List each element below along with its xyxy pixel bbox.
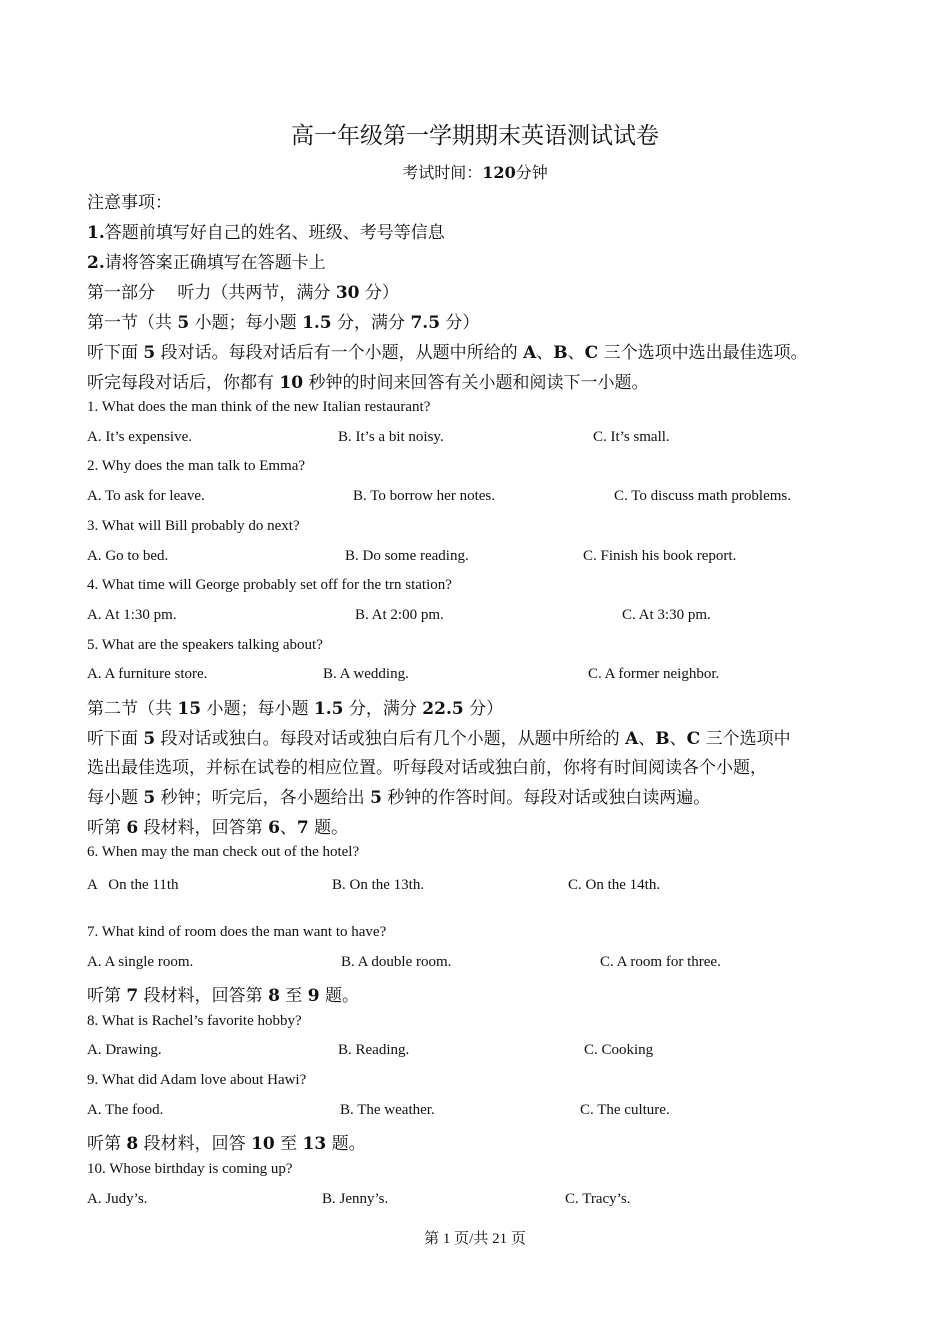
notice-item-2: 2.请将答案正确填写在答题卡上: [87, 253, 326, 273]
question-10: 10. Whose birthday is coming up?: [87, 1161, 293, 1177]
question-9: 9. What did Adam love about Hawi?: [87, 1072, 307, 1088]
section-1-instruction-2: 听完每段对话后，你都有 10 秒钟的时间来回答有关小题和阅读下一小题。: [87, 373, 649, 393]
option-3a: A. Go to bed.: [87, 548, 169, 564]
option-9b: B. The weather.: [340, 1102, 435, 1118]
option-2a: A. To ask for leave.: [87, 488, 205, 504]
question-6: 6. When may the man check out of the hotel?: [87, 844, 360, 860]
material-7-heading: 听第 7 段材料，回答第 8 至 9 题。: [87, 986, 359, 1006]
section-2-instruction-2: 选出最佳选项，并标在试卷的相应位置。听每段对话或独白前，你将有时间阅读各个小题，: [87, 758, 767, 778]
material-8-heading: 听第 8 段材料，回答 10 至 13 题。: [87, 1134, 366, 1154]
option-7b: B. A double room.: [341, 954, 452, 970]
option-6a: A On the 11th: [87, 877, 179, 893]
exam-time: 考试时间：120分钟: [402, 163, 548, 182]
question-4: 4. What time will George probably set off for the trn station?: [87, 577, 452, 593]
option-7a: A. A single room.: [87, 954, 194, 970]
option-8a: A. Drawing.: [87, 1042, 162, 1058]
option-1c: C. It’s small.: [593, 429, 670, 445]
material-6-heading: 听第 6 段材料，回答第 6、7 题。: [87, 818, 349, 838]
option-6b: B. On the 13th.: [332, 877, 425, 893]
page-footer: 第 1 页/共 21 页: [424, 1231, 526, 1247]
notice-heading: 注意事项：: [87, 193, 172, 213]
part-heading: 第一部分 听力（共两节，满分 30 分）: [87, 283, 399, 303]
option-4c: C. At 3:30 pm.: [622, 607, 711, 623]
option-8c: C. Cooking: [584, 1042, 654, 1058]
option-8b: B. Reading.: [338, 1042, 410, 1058]
option-1a: A. It’s expensive.: [87, 429, 192, 445]
question-3: 3. What will Bill probably do next?: [87, 518, 300, 534]
option-3c: C. Finish his book report.: [583, 548, 737, 564]
section-2-instruction-3: 每小题 5 秒钟；听完后，各小题给出 5 秒钟的作答时间。每段对话或独白读两遍。: [87, 788, 711, 808]
question-7: 7. What kind of room does the man want to have?: [87, 924, 387, 940]
option-9c: C. The culture.: [580, 1102, 670, 1118]
section-2-heading: 第二节（共 15 小题；每小题 1.5 分，满分 22.5 分）: [87, 699, 504, 719]
question-2: 2. Why does the man talk to Emma?: [87, 458, 306, 474]
option-5a: A. A furniture store.: [87, 666, 208, 682]
page-title: 高一年级第一学期期末英语测试试卷: [291, 123, 659, 149]
option-5c: C. A former neighbor.: [588, 666, 720, 682]
option-4a: A. At 1:30 pm.: [87, 607, 177, 623]
section-1-heading: 第一节（共 5 小题；每小题 1.5 分，满分 7.5 分）: [87, 313, 480, 333]
option-10a: A. Judy’s.: [87, 1191, 148, 1207]
option-2b: B. To borrow her notes.: [353, 488, 495, 504]
notice-item-1: 1.答题前填写好自己的姓名、班级、考号等信息: [87, 223, 445, 243]
option-3b: B. Do some reading.: [345, 548, 469, 564]
option-1b: B. It’s a bit noisy.: [338, 429, 444, 445]
question-8: 8. What is Rachel’s favorite hobby?: [87, 1013, 302, 1029]
option-4b: B. At 2:00 pm.: [355, 607, 444, 623]
option-9a: A. The food.: [87, 1102, 164, 1118]
option-10b: B. Jenny’s.: [322, 1191, 389, 1207]
option-10c: C. Tracy’s.: [565, 1191, 631, 1207]
option-5b: B. A wedding.: [323, 666, 409, 682]
option-2c: C. To discuss math problems.: [614, 488, 792, 504]
question-1: 1. What does the man think of the new Italian restaurant?: [87, 399, 431, 415]
question-5: 5. What are the speakers talking about?: [87, 637, 323, 653]
section-1-instruction-1: 听下面 5 段对话。每段对话后有一个小题，从题中所给的 A、B、C 三个选项中选出最佳选项。: [87, 343, 808, 363]
option-7c: C. A room for three.: [600, 954, 721, 970]
option-6c: C. On the 14th.: [568, 877, 661, 893]
section-2-instruction-1: 听下面 5 段对话或独白。每段对话或独白后有几个小题，从题中所给的 A、B、C 三个选项中: [87, 729, 791, 749]
